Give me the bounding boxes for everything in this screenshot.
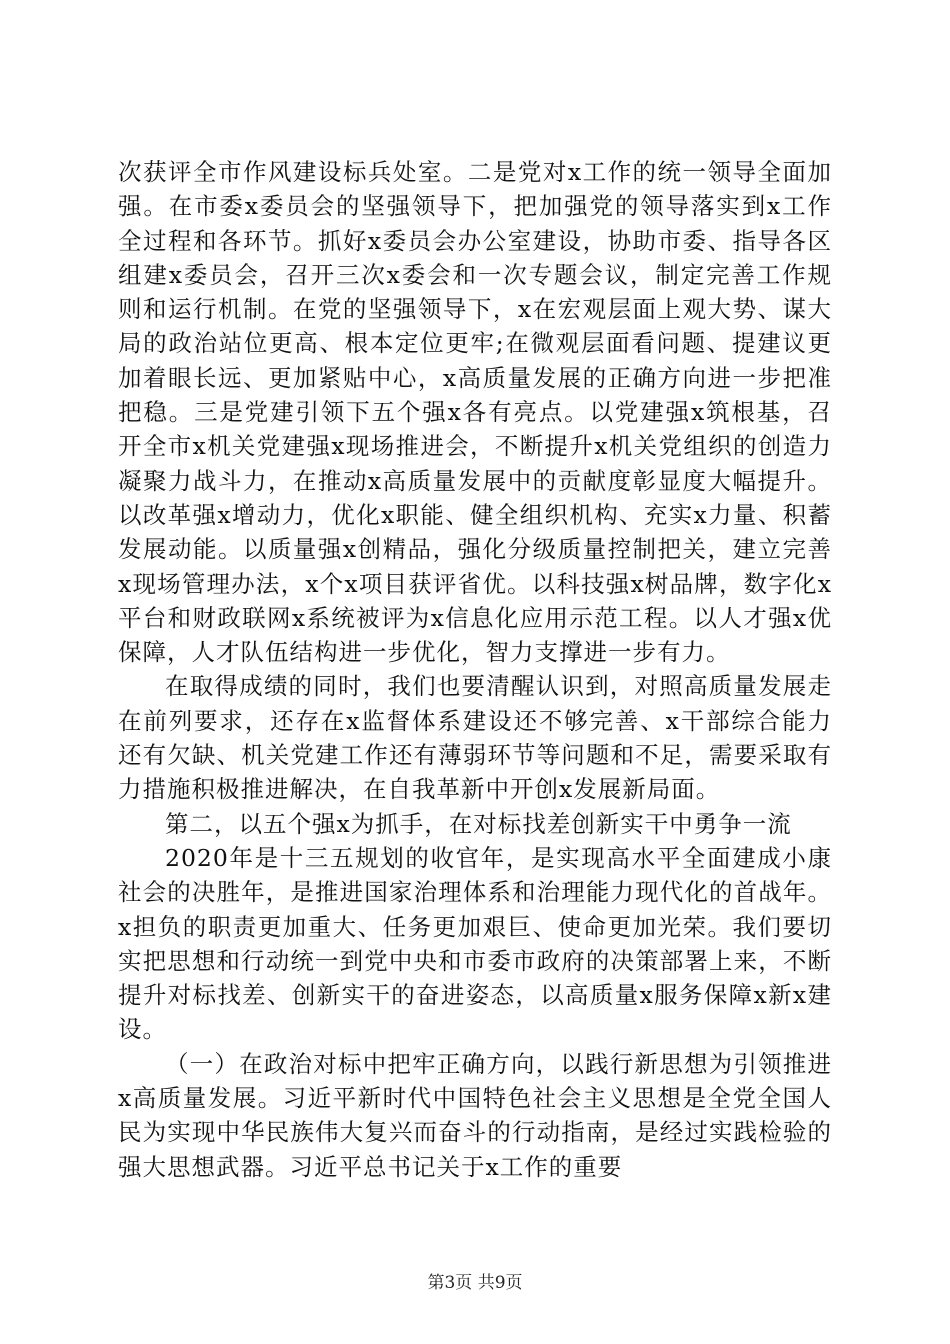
section-heading: 第二，以五个强x为抓手，在对标找差创新实干中勇争一流 (165, 809, 792, 838)
document-body (118, 155, 832, 1184)
paragraph-2: 在取得成绩的同时，我们也要清醒认识到，对照高质量发展走在前列要求，还存在x监督体系建设还不够完善、x干部综合能力还有欠缺、机关党建工作还有薄弱环节等问题和不足，需要采取有力措施积极推进解决，在自我革新中开创x发展新局面。 (118, 672, 832, 804)
paragraph-4: （一）在政治对标中把牢正确方向，以践行新思想为引领推进x高质量发展。习近平新时代中国特色社会主义思想是全党全国人民为实现中华民族伟大复兴而奋斗的行动指南，是经过实践检验的强大思想武器。习近平总书记关于x工作的重要 (118, 1049, 832, 1181)
paragraph-3: 2020年是十三五规划的收官年，是实现高水平全面建成小康社会的决胜年，是推进国家治理体系和治理能力现代化的首战年。x担负的职责更加重大、任务更加艰巨、使命更加光荣。我们要切实把思想和行动统一到党中央和市委市政府的决策部署上来，不断提升对标找差、创新实干的奋进姿态，以高质量x服务保障x新x建设。 (118, 843, 832, 1044)
page-footer: 第3页 共9页 (427, 1273, 523, 1293)
paragraph-1: 次获评全市作风建设标兵处室。二是党对x工作的统一领导全面加强。在市委x委员会的坚强领导下，把加强党的领导落实到x工作全过程和各环节。抓好x委员会办公室建设，协助市委、指导各区组建x委员会，召开三次x委会和一次专题会议，制定完善工作规则和运行机制。在党的坚强领导下，x在宏观层面上观大势、谋大局的政治站位更高、根本定位更牢;在微观层面看问题、提建议更加着眼长远、更加紧贴中心，x高质量发展的正确方向进一步把准把稳。三是党建引领下五个强x各有亮点。以党建强x筑根基，召开全市x机关党建强x现场推进会，不断提升x机关党组织的创造力凝聚力战斗力，在推动x高质量发展中的贡献度彰显度大幅提升。以改革强x增动力，优化x职能、健全组织机构、充实x力量、积蓄发展动能。以质量强x创精品，强化分级质量控制把关，建立完善x现场管理办法，x个x项目获评省优。以科技强x树品牌，数字化x平台和财政联网x系统被评为x信息化应用示范工程。以人才强x优保障，人才队伍结构进一步优化，智力支撑进一步有力。 (118, 158, 832, 667)
